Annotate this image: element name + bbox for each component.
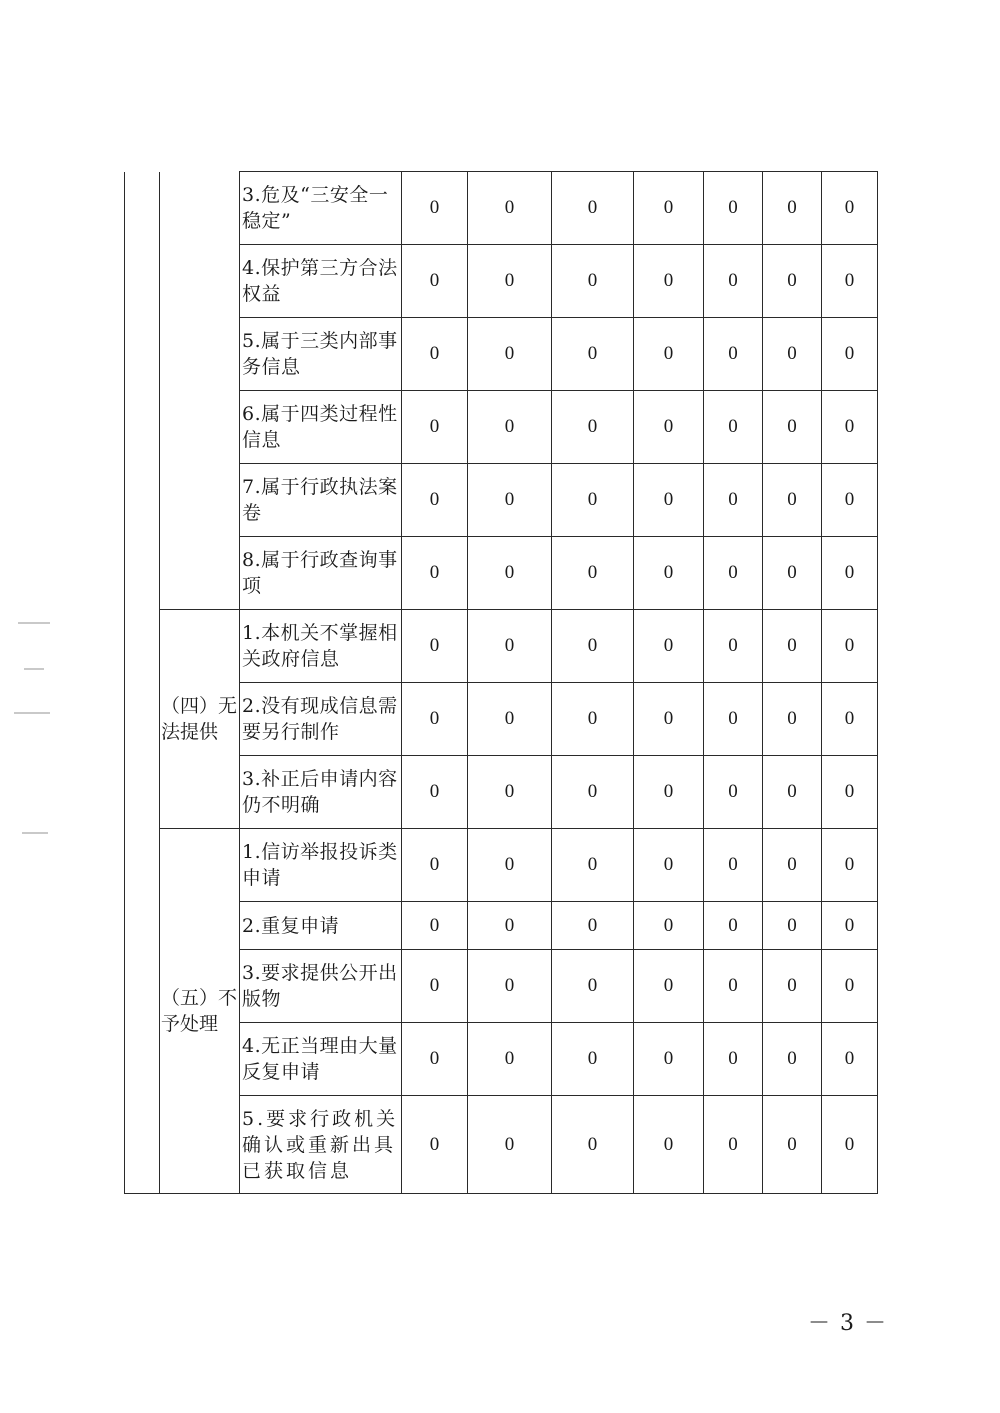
value-cell: 0 (402, 902, 468, 950)
value-cell: 0 (822, 950, 878, 1023)
value-cell: 0 (704, 756, 763, 829)
value-cell: 0 (552, 683, 634, 756)
group-title-cell: （五）不予处理 (160, 829, 240, 1194)
value-cell: 0 (552, 172, 634, 245)
value-cell: 0 (704, 464, 763, 537)
value-cell: 0 (822, 172, 878, 245)
value-cell: 0 (468, 391, 552, 464)
value-cell: 0 (468, 1023, 552, 1096)
row-label: 1.本机关不掌握相关政府信息 (240, 610, 402, 683)
value-cell: 0 (763, 318, 822, 391)
value-cell: 0 (634, 245, 704, 318)
value-cell: 0 (402, 829, 468, 902)
group-title-cell: （四）无法提供 (160, 610, 240, 829)
row-label: 5.属于三类内部事务信息 (240, 318, 402, 391)
value-cell: 0 (552, 902, 634, 950)
value-cell: 0 (552, 1096, 634, 1194)
value-cell: 0 (634, 829, 704, 902)
row-label: 3.补正后申请内容仍不明确 (240, 756, 402, 829)
value-cell: 0 (468, 950, 552, 1023)
value-cell: 0 (552, 318, 634, 391)
value-cell: 0 (822, 464, 878, 537)
value-cell: 0 (468, 683, 552, 756)
value-cell: 0 (704, 172, 763, 245)
value-cell: 0 (763, 950, 822, 1023)
value-cell: 0 (552, 464, 634, 537)
value-cell: 0 (402, 950, 468, 1023)
value-cell: 0 (763, 537, 822, 610)
value-cell: 0 (468, 245, 552, 318)
group-continuation-cell (160, 172, 240, 610)
value-cell: 0 (704, 902, 763, 950)
page-number: －3－ (808, 1311, 896, 1336)
value-cell: 0 (552, 245, 634, 318)
value-cell: 0 (704, 1096, 763, 1194)
value-cell: 0 (552, 391, 634, 464)
scan-artifact (22, 832, 48, 834)
value-cell: 0 (402, 537, 468, 610)
value-cell: 0 (634, 391, 704, 464)
row-label: 2.没有现成信息需要另行制作 (240, 683, 402, 756)
value-cell: 0 (402, 1096, 468, 1194)
value-cell: 0 (822, 683, 878, 756)
value-cell: 0 (468, 464, 552, 537)
value-cell: 0 (763, 391, 822, 464)
row-label: 4.保护第三方合法权益 (240, 245, 402, 318)
value-cell: 0 (552, 1023, 634, 1096)
value-cell: 0 (822, 245, 878, 318)
value-cell: 0 (704, 829, 763, 902)
value-cell: 0 (468, 756, 552, 829)
value-cell: 0 (763, 1096, 822, 1194)
value-cell: 0 (634, 537, 704, 610)
value-cell: 0 (704, 683, 763, 756)
value-cell: 0 (763, 756, 822, 829)
value-cell: 0 (822, 610, 878, 683)
scan-artifact (24, 668, 44, 670)
value-cell: 0 (552, 829, 634, 902)
table-row (125, 172, 878, 245)
value-cell: 0 (634, 464, 704, 537)
value-cell: 0 (822, 537, 878, 610)
value-cell: 0 (468, 1096, 552, 1194)
value-cell: 0 (704, 245, 763, 318)
value-cell: 0 (634, 902, 704, 950)
value-cell: 0 (552, 610, 634, 683)
row-label: 2.重复申请 (240, 902, 402, 950)
outer-category-cell (125, 172, 160, 1194)
value-cell: 0 (704, 391, 763, 464)
value-cell: 0 (634, 950, 704, 1023)
value-cell: 0 (822, 1023, 878, 1096)
value-cell: 0 (822, 829, 878, 902)
value-cell: 0 (822, 1096, 878, 1194)
value-cell: 0 (822, 318, 878, 391)
value-cell: 0 (468, 829, 552, 902)
value-cell: 0 (704, 537, 763, 610)
value-cell: 0 (822, 756, 878, 829)
value-cell: 0 (468, 537, 552, 610)
row-label: 3.危及“三安全一稳定” (240, 172, 402, 245)
value-cell: 0 (402, 683, 468, 756)
value-cell: 0 (468, 902, 552, 950)
row-label: 1.信访举报投诉类申请 (240, 829, 402, 902)
value-cell: 0 (402, 172, 468, 245)
value-cell: 0 (468, 610, 552, 683)
row-label: 7.属于行政执法案卷 (240, 464, 402, 537)
value-cell: 0 (763, 683, 822, 756)
value-cell: 0 (704, 318, 763, 391)
scan-artifact (18, 622, 50, 624)
table-row (125, 829, 878, 902)
value-cell: 0 (552, 950, 634, 1023)
row-label: 5.要求行政机关确认或重新出具已获取信息 (240, 1096, 402, 1194)
value-cell: 0 (822, 391, 878, 464)
value-cell: 0 (468, 318, 552, 391)
value-cell: 0 (704, 1023, 763, 1096)
value-cell: 0 (402, 1023, 468, 1096)
value-cell: 0 (402, 318, 468, 391)
value-cell: 0 (468, 172, 552, 245)
value-cell: 0 (704, 950, 763, 1023)
value-cell: 0 (822, 902, 878, 950)
value-cell: 0 (763, 245, 822, 318)
value-cell: 0 (634, 1023, 704, 1096)
value-cell: 0 (552, 537, 634, 610)
value-cell: 0 (634, 318, 704, 391)
row-label: 3.要求提供公开出版物 (240, 950, 402, 1023)
row-label: 6.属于四类过程性信息 (240, 391, 402, 464)
value-cell: 0 (552, 756, 634, 829)
scan-artifact (14, 712, 50, 714)
table-row (125, 610, 878, 683)
disclosure-stats-table (124, 171, 878, 1194)
value-cell: 0 (763, 610, 822, 683)
value-cell: 0 (763, 829, 822, 902)
value-cell: 0 (402, 245, 468, 318)
value-cell: 0 (763, 464, 822, 537)
value-cell: 0 (763, 1023, 822, 1096)
value-cell: 0 (402, 610, 468, 683)
value-cell: 0 (402, 756, 468, 829)
value-cell: 0 (704, 610, 763, 683)
row-label: 8.属于行政查询事项 (240, 537, 402, 610)
value-cell: 0 (402, 391, 468, 464)
row-label: 4.无正当理由大量反复申请 (240, 1023, 402, 1096)
value-cell: 0 (634, 1096, 704, 1194)
value-cell: 0 (763, 172, 822, 245)
value-cell: 0 (634, 610, 704, 683)
value-cell: 0 (634, 172, 704, 245)
value-cell: 0 (763, 902, 822, 950)
value-cell: 0 (634, 683, 704, 756)
value-cell: 0 (634, 756, 704, 829)
value-cell: 0 (402, 464, 468, 537)
